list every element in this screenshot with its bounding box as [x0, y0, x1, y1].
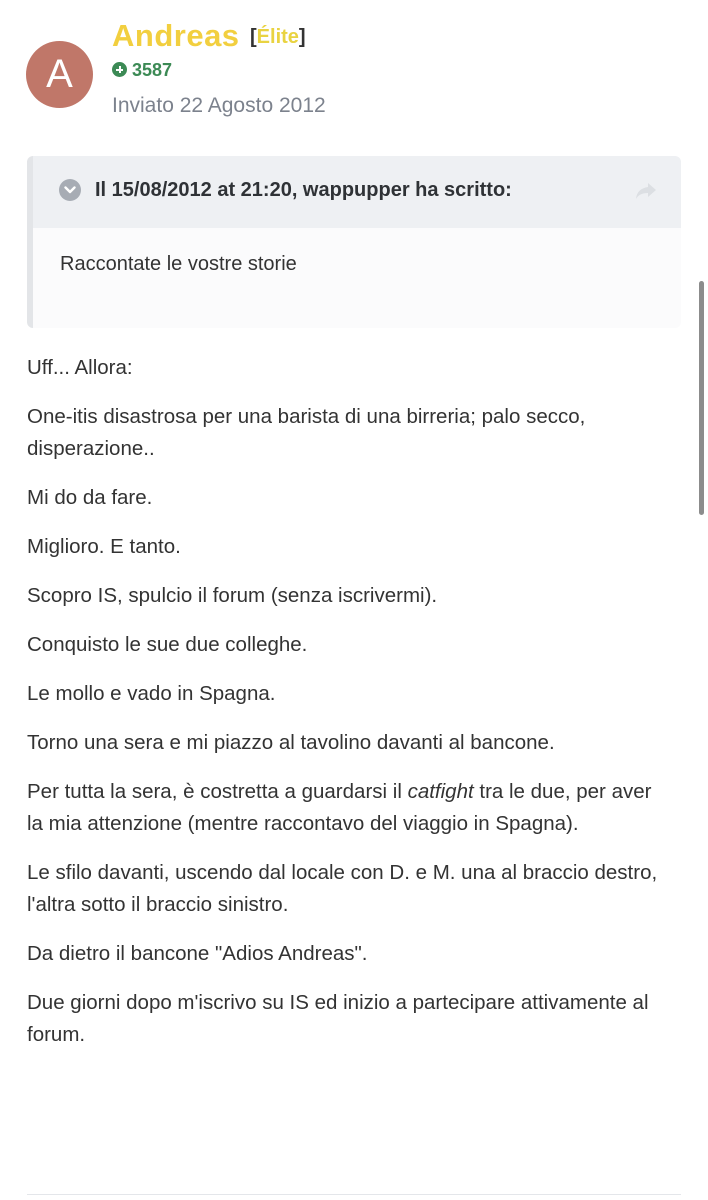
paragraph: Le mollo e vado in Spagna. [27, 682, 276, 705]
paragraph: Mi do da fare. [27, 486, 153, 509]
paragraph: Due giorni dopo m'iscrivo su IS ed inizio a partecipare attivamente al forum. [27, 991, 649, 1046]
paragraph: Conquisto le sue due colleghe. [27, 633, 308, 656]
plus-circle-icon [112, 62, 127, 77]
scrollbar[interactable] [699, 281, 704, 515]
paragraph: Scopro IS, spulcio il forum (senza iscrivermi). [27, 584, 438, 607]
post-content [27, 352, 667, 1068]
divider [27, 1194, 681, 1195]
rank-badge: [Élite] [250, 26, 306, 48]
reputation-badge [112, 60, 172, 81]
reputation-count: 3587 [132, 60, 173, 80]
paragraph: Uff... Allora: [27, 356, 133, 379]
paragraph: Le sfilo davanti, uscendo dal locale con D. e M. una al braccio destro, l'altra sotto il braccio sinistro. [27, 861, 658, 916]
paragraph: Da dietro il bancone "Adios Andreas". [27, 942, 368, 965]
text: tra le due, per aver la mia attenzione (mentre raccontavo del viaggio in Spagna). [27, 780, 652, 835]
rank-label: Élite [256, 26, 299, 48]
quote-header [33, 156, 681, 228]
post-date: Inviato 22 Agosto 2012 [112, 94, 326, 117]
chevron-down-icon[interactable] [59, 179, 81, 201]
paragraph: Torno una sera e mi piazzo al tavolino davanti al bancone. [27, 731, 555, 754]
author-line [112, 18, 306, 54]
quote-citation: Il 15/08/2012 at 21:20, wappupper ha scritto: [95, 179, 512, 201]
share-arrow-icon[interactable] [635, 182, 657, 205]
quote-text: Raccontate le vostre storie [60, 253, 297, 275]
text: Per tutta la sera, è costretta a guardarsi il [27, 780, 408, 803]
paragraph: Miglioro. E tanto. [27, 535, 181, 558]
avatar[interactable]: A [26, 41, 93, 108]
author-name[interactable]: Andreas [112, 18, 240, 53]
quote-block [27, 156, 681, 328]
emphasis: catfight [407, 780, 474, 803]
paragraph: One-itis disastrosa per una barista di una birreria; palo secco, disperazione.. [27, 405, 586, 460]
paragraph [27, 776, 667, 840]
